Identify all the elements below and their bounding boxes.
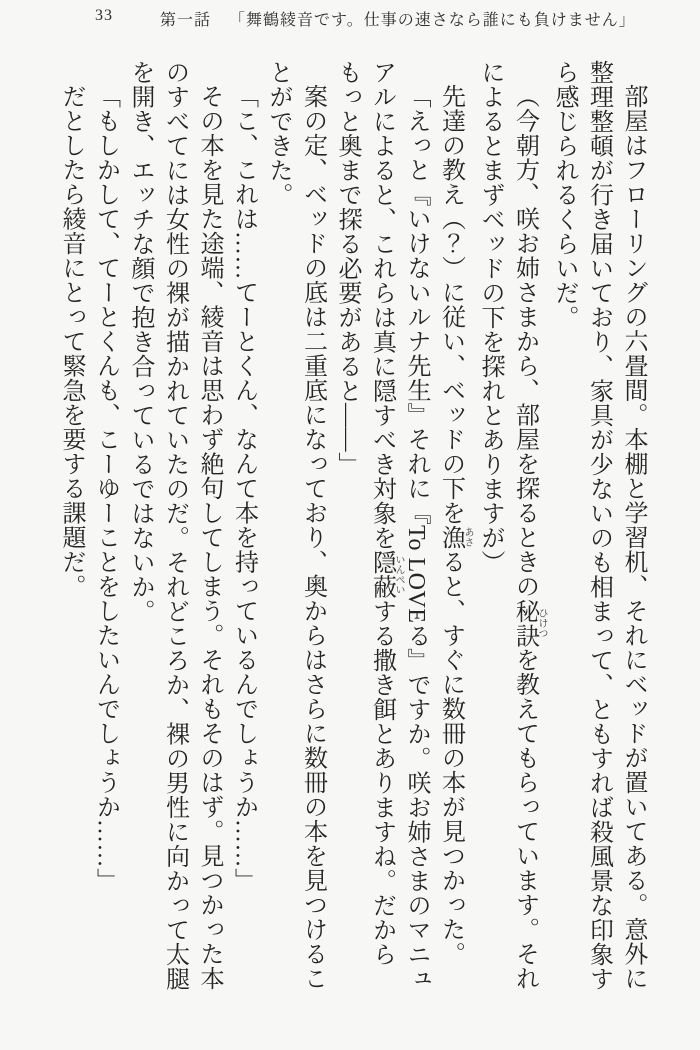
page-number: 33 (95, 7, 113, 24)
paragraph: 「もしかして、てーとくんも、こーゆーことをしたいんでしょうか……」 (92, 84, 119, 893)
paragraph: （今朝方、咲お姉さまから、部屋を探るときの秘訣ひけつを教えてもらっています。それによるとまずベッドの下を探れとありますが） (477, 60, 547, 991)
chapter-heading (160, 7, 636, 30)
novel-text (54, 60, 651, 1010)
chapter-title: 「舞鶴綾音です。仕事の速さなら誰にも負けません」 (229, 12, 636, 29)
paragraph: その本を見た途端、綾音は思わず絶句してしまう。それもそのはず。見つかった本のすべてには女性の裸が描かれていたのだ。それどころか、裸の男性に向かって太腿を開き、エッチな顔で抱き合っているではないか。 (127, 60, 222, 991)
furigana-term: 隠蔽いんぺい (368, 550, 404, 599)
paragraph: 先達の教え（？）に従い、ベッドの下を漁あさると、すぐに数冊の本が見つかった。 (437, 84, 473, 966)
paragraph: だとしたら綾音にとって緊急を要する課題だ。 (58, 84, 84, 599)
paragraph: 「えっと『いけないルナ先生』それに『To LOVEる』ですか。咲お姉さまのマニュアルによると、これらは真に隠すべき対象を隠蔽いんぺいする撒き餌とありますね。だからもっと奥まで探る必要があると――」 (334, 60, 429, 991)
furigana-term: 漁あさ (437, 525, 473, 550)
chapter-label: 第一話 (160, 12, 212, 29)
paragraph: 「こ、これは……てーとくん、なんて本を持っているんでしょうか……」 (230, 84, 257, 893)
paragraph: 部屋はフローリングの六畳間。本棚と学習机、それにベッドが置いてある。意外に整理整頓が行き届いており、家具が少ないのも相まって、ともすれば殺風景な印象すら感じられるくらいだ。 (551, 60, 646, 991)
page-header (0, 7, 700, 31)
paragraph: 案の定、ベッドの底は二重底になっており、奥からはさらに数冊の本を見つけることができた。 (265, 60, 326, 991)
furigana-term: 秘訣ひけつ (511, 598, 547, 648)
